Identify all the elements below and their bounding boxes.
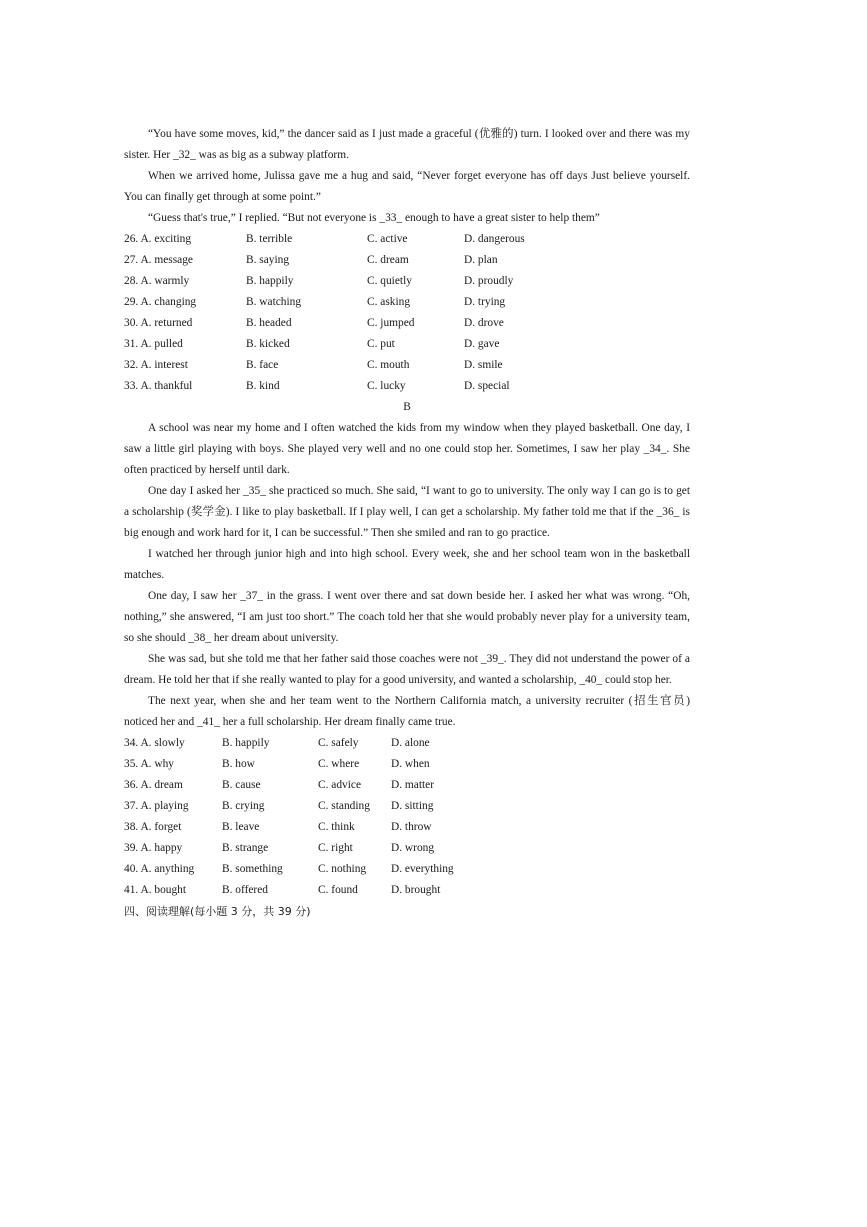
option-row <box>124 754 690 775</box>
question-option: 37. A. playing <box>124 800 189 812</box>
question-option: B. crying <box>222 800 265 812</box>
options-list-a <box>124 229 690 397</box>
option-row <box>124 733 690 754</box>
question-option: C. think <box>318 821 355 833</box>
question-option: 26. A. exciting <box>124 233 192 245</box>
question-option: 40. A. anything <box>124 863 195 875</box>
question-option: D. throw <box>391 821 432 833</box>
question-option: 31. A. pulled <box>124 338 183 350</box>
question-option: 39. A. happy <box>124 842 183 854</box>
question-option: D. trying <box>464 296 506 308</box>
question-option: B. happily <box>246 275 294 287</box>
option-row <box>124 880 690 901</box>
option-row <box>124 859 690 880</box>
question-option: 34. A. slowly <box>124 737 185 749</box>
question-option: 36. A. dream <box>124 779 183 791</box>
question-option: B. headed <box>246 317 292 329</box>
document-page <box>124 124 690 922</box>
question-option: B. happily <box>222 737 270 749</box>
question-option: B. kind <box>246 380 280 392</box>
paragraph: A school was near my home and I often watched the kids from my window when they played basketball. One day, I saw a little girl playing with boys. She played very well and no one could stop her. Sometimes, I saw her play _34_. She often practiced by herself until dark. <box>124 422 690 476</box>
question-option: 33. A. thankful <box>124 380 193 392</box>
question-option: 27. A. message <box>124 254 193 266</box>
option-row <box>124 313 690 334</box>
question-option: 35. A. why <box>124 758 174 770</box>
question-option: C. put <box>367 338 395 350</box>
question-option: D. alone <box>391 737 430 749</box>
question-option: D. plan <box>464 254 498 266</box>
question-option: C. standing <box>318 800 370 812</box>
option-row <box>124 250 690 271</box>
question-option: B. leave <box>222 821 260 833</box>
question-option: D. sitting <box>391 800 434 812</box>
question-option: 41. A. bought <box>124 884 187 896</box>
question-option: D. matter <box>391 779 435 791</box>
section-b-heading: B <box>403 401 411 413</box>
option-row <box>124 817 690 838</box>
question-option: C. active <box>367 233 408 245</box>
paragraph: “You have some moves, kid,” the dancer said as I just made a graceful (优雅的) turn. I looked over and there was my sister. Her _32_ was as big as a subway platform. <box>124 128 690 161</box>
question-option: C. advice <box>318 779 362 791</box>
question-option: D. wrong <box>391 842 435 854</box>
option-row <box>124 796 690 817</box>
paragraph: The next year, when she and her team went to the Northern California match, a university recruiter (招生官员) noticed her and _41_ her a full scholarship. Her dream finally came true. <box>124 695 690 728</box>
question-option: B. saying <box>246 254 290 266</box>
question-option: C. right <box>318 842 353 854</box>
question-option: D. gave <box>464 338 500 350</box>
question-option: C. where <box>318 758 360 770</box>
question-option: D. when <box>391 758 430 770</box>
question-option: B. strange <box>222 842 269 854</box>
question-option: C. quietly <box>367 275 412 287</box>
option-row <box>124 334 690 355</box>
question-option: C. jumped <box>367 317 415 329</box>
question-option: 32. A. interest <box>124 359 188 371</box>
question-option: B. something <box>222 863 283 875</box>
option-row <box>124 229 690 250</box>
paragraph: One day I asked her _35_ she practiced so much. She said, “I want to go to university. The only way I can go is to get a scholarship (奖学金). I like to play basketball. If I play well, I can get a scholarship. My father told me that if the _36_ is big enough and work hard for it, I can be successful.” Then she smiled and ran to go practice. <box>124 485 690 539</box>
paragraph: I watched her through junior high and into high school. Every week, she and her school team won in the basketball matches. <box>124 548 690 581</box>
question-option: D. dangerous <box>464 233 525 245</box>
question-option: B. how <box>222 758 255 770</box>
option-row <box>124 775 690 796</box>
question-option: C. found <box>318 884 358 896</box>
question-option: D. proudly <box>464 275 514 287</box>
question-option: 29. A. changing <box>124 296 197 308</box>
paragraph: When we arrived home, Julissa gave me a hug and said, “Never forget everyone has off days Just believe yourself. You can finally get through at some point.” <box>124 170 690 203</box>
question-option: 28. A. warmly <box>124 275 190 287</box>
section-four-heading: 四、阅读理解(每小题 3 分，共 39 分) <box>124 905 311 918</box>
question-option: B. cause <box>222 779 261 791</box>
paragraph: One day, I saw her _37_ in the grass. I went over there and sat down beside her. I asked her what was wrong. “Oh, nothing,” she answered, “I am just too short.” The coach told her that she would probably never play for a university team, so she should _38_ her dream about university. <box>124 590 690 644</box>
question-option: B. kicked <box>246 338 290 350</box>
paragraph: “Guess that's true,” I replied. “But not everyone is _33_ enough to have a great sister to help them” <box>148 212 600 224</box>
question-option: D. special <box>464 380 510 392</box>
option-row <box>124 376 690 397</box>
options-list-b <box>124 733 690 901</box>
question-option: B. offered <box>222 884 268 896</box>
question-option: C. mouth <box>367 359 410 371</box>
question-option: C. asking <box>367 296 411 308</box>
option-row <box>124 355 690 376</box>
question-option: B. terrible <box>246 233 293 245</box>
question-option: C. lucky <box>367 380 406 392</box>
option-row <box>124 271 690 292</box>
question-option: 30. A. returned <box>124 317 193 329</box>
question-option: B. face <box>246 359 279 371</box>
option-row <box>124 292 690 313</box>
question-option: 38. A. forget <box>124 821 182 833</box>
paragraph: She was sad, but she told me that her father said those coaches were not _39_. They did not understand the power of a dream. He told her that if she really wanted to play for a good university, and wanted a scholarship, _40_ could stop her. <box>124 653 690 686</box>
question-option: D. everything <box>391 863 454 875</box>
question-option: C. safely <box>318 737 359 749</box>
question-option: B. watching <box>246 296 302 308</box>
question-option: D. drove <box>464 317 504 329</box>
question-option: C. dream <box>367 254 409 266</box>
question-option: D. brought <box>391 884 441 896</box>
passage-b <box>124 418 690 733</box>
option-row <box>124 838 690 859</box>
question-option: D. smile <box>464 359 503 371</box>
question-option: C. nothing <box>318 863 367 875</box>
passage-a <box>124 124 690 229</box>
